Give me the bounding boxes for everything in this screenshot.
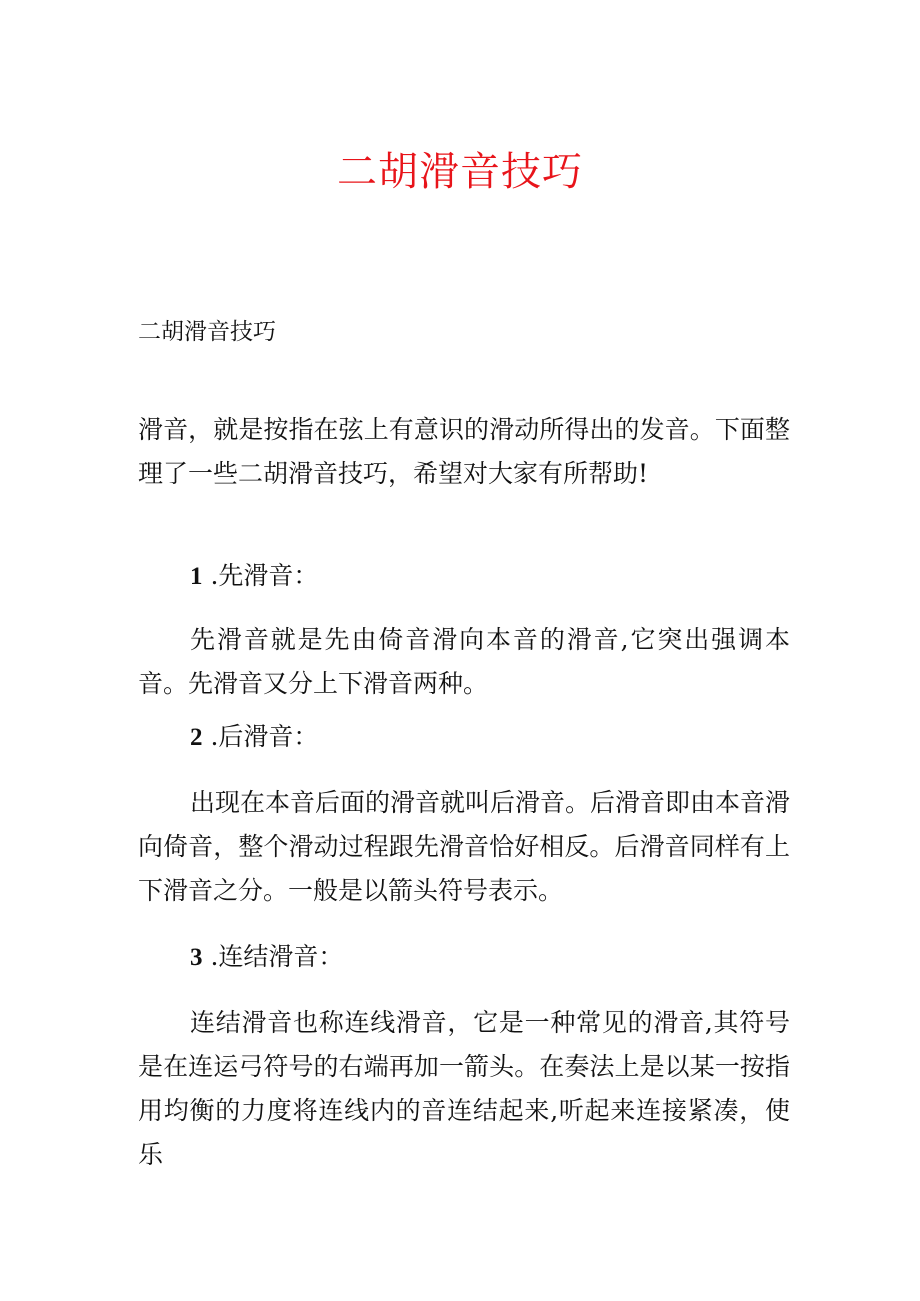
section-number-3: 3 bbox=[190, 944, 203, 971]
section-number-1: 1 bbox=[190, 563, 203, 590]
document-subtitle: 二胡滑音技巧 bbox=[138, 319, 276, 345]
section-heading-3 bbox=[190, 937, 343, 978]
section-heading-text-2: .后滑音： bbox=[210, 722, 319, 751]
section-heading-2 bbox=[190, 717, 318, 758]
section-heading-text-1: .先滑音： bbox=[210, 561, 319, 590]
section-heading-1 bbox=[190, 556, 318, 597]
section-paragraph-1: 先滑音就是先由倚音滑向本音的滑音,它突出强调本音。先滑音又分上下滑音两种。 bbox=[138, 625, 790, 698]
document-title: 二胡滑音技巧 bbox=[337, 149, 583, 195]
section-paragraph-2: 出现在本音后面的滑音就叫后滑音。后滑音即由本音滑向倚音，整个滑动过程跟先滑音恰好相反。后滑音同样有上下滑音之分。一般是以箭头符号表示。 bbox=[138, 788, 791, 905]
section-paragraph-3: 连结滑音也称连线滑音，它是一种常见的滑音,其符号是在连运弓符号的右端再加一箭头。在奏法上是以某一按指用均衡的力度将连线内的音连结起来,听起来连接紧凑，使乐 bbox=[138, 1008, 790, 1169]
intro-paragraph: 滑音，就是按指在弦上有意识的滑动所得出的发音。下面整理了一些二胡滑音技巧，希望对大家有所帮助! bbox=[138, 415, 790, 488]
section-heading-text-3: .连结滑音： bbox=[210, 942, 344, 971]
section-number-2: 2 bbox=[190, 724, 203, 751]
